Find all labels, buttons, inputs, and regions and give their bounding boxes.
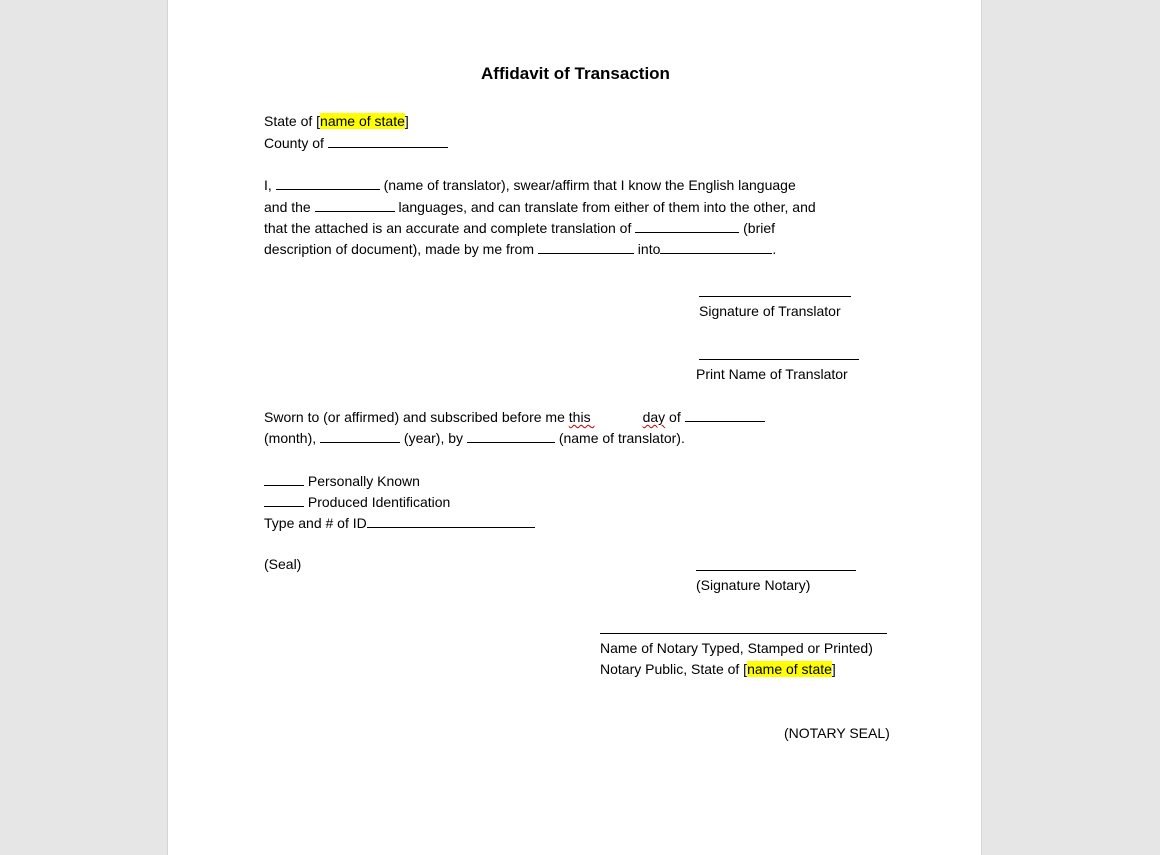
personally-known-line: Personally Known xyxy=(264,471,420,490)
document-description-blank[interactable] xyxy=(635,218,739,233)
day-blank[interactable] xyxy=(591,408,643,426)
county-blank[interactable] xyxy=(328,133,448,148)
translator-signature-label: Signature of Translator xyxy=(699,303,841,319)
month-blank[interactable] xyxy=(685,407,765,422)
notary-public-line: Notary Public, State of [name of state] xyxy=(600,661,836,677)
para-line-2: and the languages, and can translate from either of them into the other, and xyxy=(264,199,816,215)
document-page xyxy=(167,0,982,855)
para-line-4: description of document), made by me from into . xyxy=(264,241,777,257)
notary-name-label: Name of Notary Typed, Stamped or Printed) xyxy=(600,640,873,656)
seal-label: (Seal) xyxy=(264,556,302,572)
into-language-blank[interactable] xyxy=(660,239,772,254)
sworn-line-1: Sworn to (or affirmed) and subscribed before me this day of xyxy=(264,407,765,426)
from-language-blank[interactable] xyxy=(538,239,634,254)
produced-id-blank[interactable] xyxy=(264,492,304,507)
notary-signature-line[interactable] xyxy=(696,570,856,571)
type-id-blank[interactable] xyxy=(367,513,535,528)
para-line-3: that the attached is an accurate and complete translation of (brief xyxy=(264,220,776,236)
translator-name-blank[interactable] xyxy=(276,175,380,190)
document-title: Affidavit of Transaction xyxy=(481,64,670,83)
county-line: County of xyxy=(264,133,448,152)
translator-signature-line[interactable] xyxy=(699,296,851,297)
translator-print-name-label: Print Name of Translator xyxy=(696,366,848,382)
state-line: State of [name of state] xyxy=(264,113,409,129)
state-placeholder[interactable]: name of state xyxy=(320,113,405,129)
language-blank[interactable] xyxy=(315,197,395,212)
sworn-line-2: (month), (year), by (name of translator). xyxy=(264,430,685,446)
notary-seal-label: (NOTARY SEAL) xyxy=(784,725,890,741)
this-word: this xyxy=(568,409,591,425)
type-id-line: Type and # of ID xyxy=(264,513,535,532)
translator-print-name-line[interactable] xyxy=(699,359,859,360)
year-blank[interactable] xyxy=(320,428,400,443)
sworn-translator-blank[interactable] xyxy=(467,428,555,443)
para-line-1: I, (name of translator), swear/affirm that I know the English language xyxy=(264,177,796,193)
produced-id-line: Produced Identification xyxy=(264,492,450,511)
personally-known-blank[interactable] xyxy=(264,471,304,486)
notary-name-line[interactable] xyxy=(600,633,887,634)
notary-signature-label: (Signature Notary) xyxy=(696,577,811,593)
notary-state-placeholder[interactable]: name of state xyxy=(747,661,832,677)
